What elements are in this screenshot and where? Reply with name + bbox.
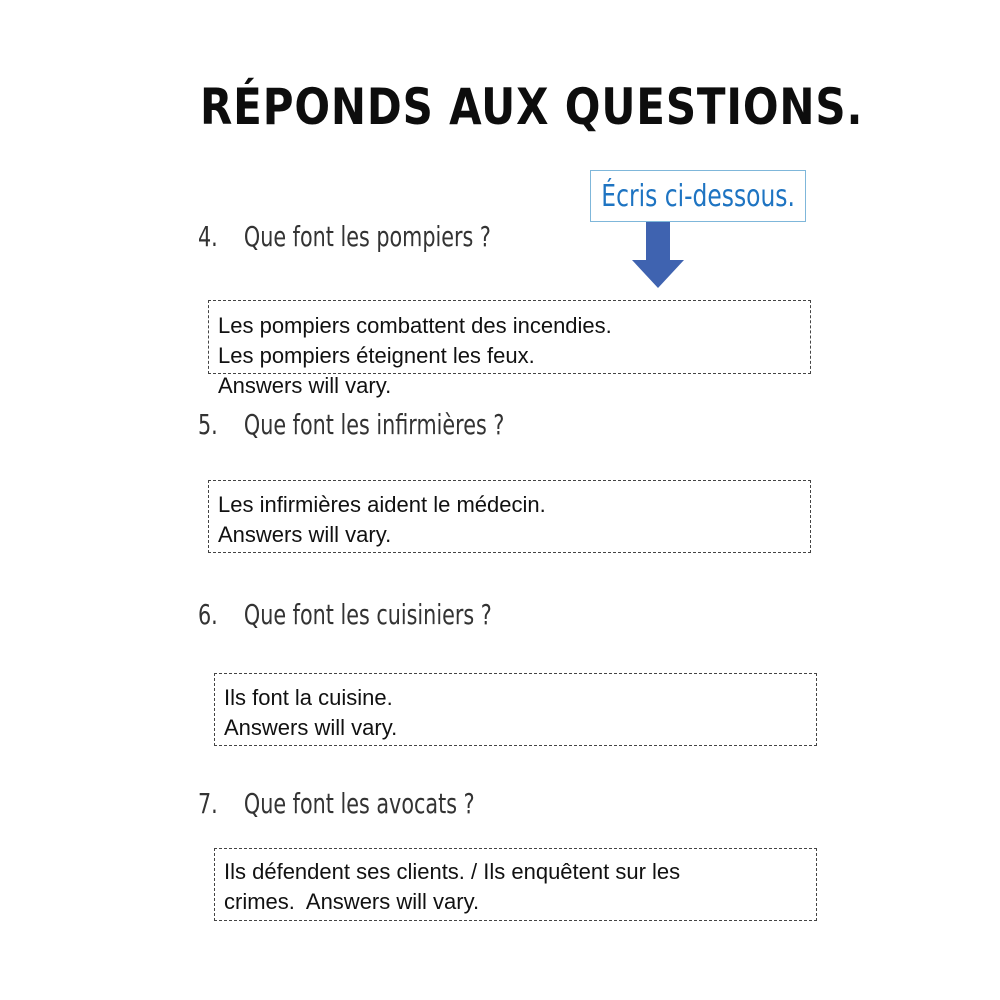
instruction-text: Écris ci-dessous. [601, 178, 795, 214]
answer-text-6: Ils font la cuisine. Answers will vary. [224, 685, 398, 740]
page-title: RÉPONDS AUX QUESTIONS. [200, 78, 864, 136]
question-5 [198, 408, 504, 441]
answer-text-4: Les pompiers combattent des incendies. Les pompiers éteignent les feux. Answers will vary. [218, 313, 612, 398]
question-text: Que font les pompiers ? [243, 220, 491, 253]
question-6 [198, 598, 492, 631]
question-number: 4. [198, 220, 218, 253]
question-text: Que font les avocats ? [243, 787, 475, 820]
question-text: Que font les cuisiniers ? [243, 598, 492, 631]
question-number: 5. [198, 408, 218, 441]
question-number: 6. [198, 598, 218, 631]
answer-text-7: Ils défendent ses clients. / Ils enquêtent sur les crimes. Answers will vary. [224, 859, 681, 914]
question-number: 7. [198, 787, 218, 820]
question-4 [198, 220, 491, 253]
question-text: Que font les infirmières ? [243, 408, 505, 441]
question-7 [198, 787, 475, 820]
instruction-label [590, 170, 806, 222]
down-arrow-icon [632, 222, 684, 290]
answer-text-5: Les infirmières aident le médecin. Answers will vary. [218, 492, 546, 547]
